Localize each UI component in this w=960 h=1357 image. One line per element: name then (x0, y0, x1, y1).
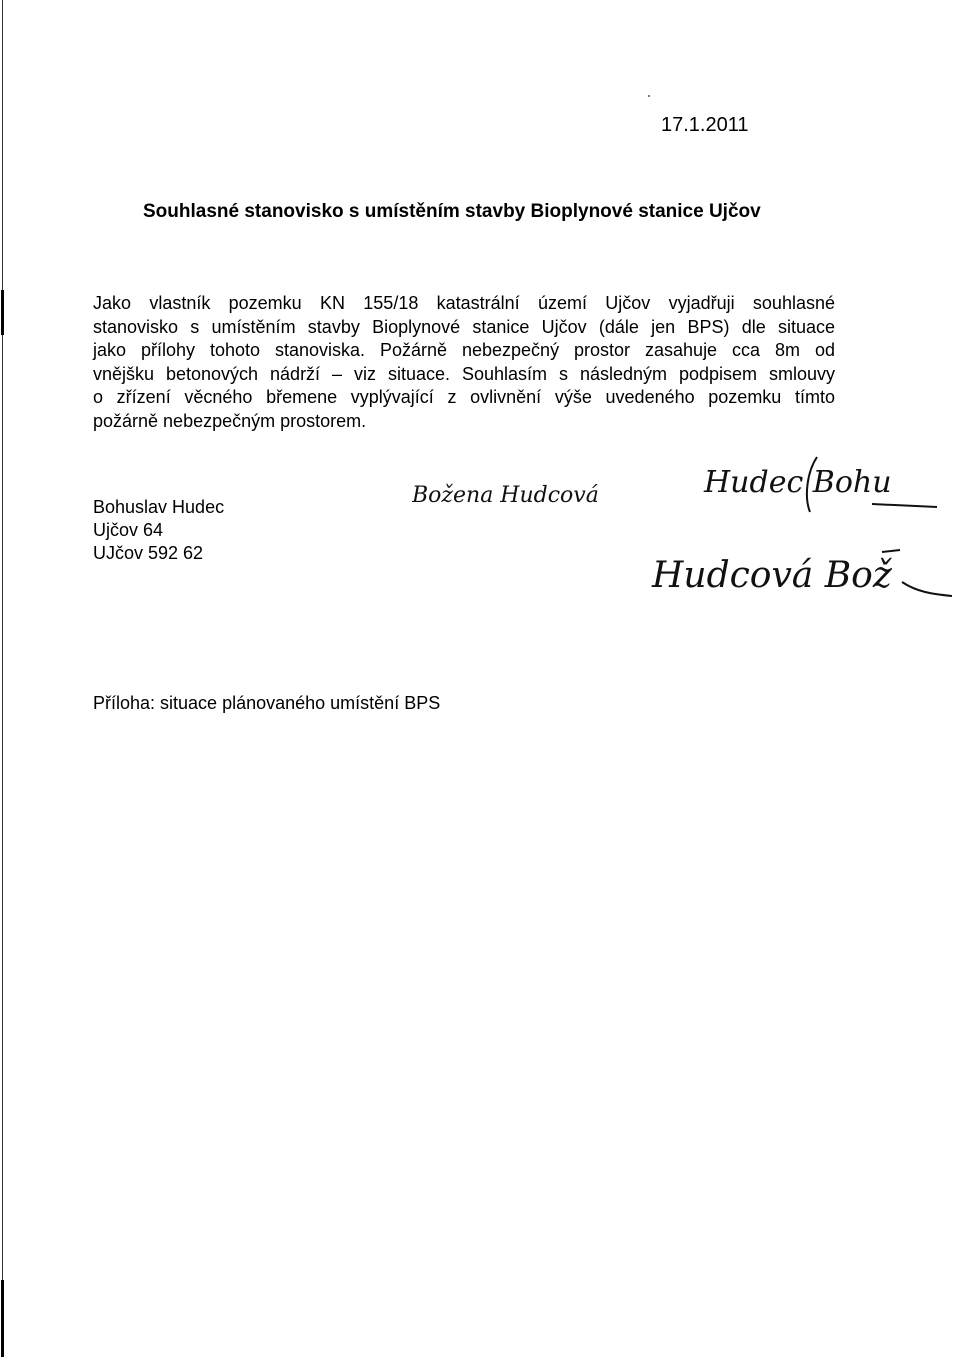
signature-hudec-bohuslav: Hudec Bohu (704, 465, 892, 500)
sender-street: Ujčov 64 (93, 520, 164, 540)
body-paragraph (93, 292, 835, 433)
body-line: Jako vlastník pozemku KN 155/18 katastrální území Ujčov vyjadřuji souhlasné (93, 293, 835, 313)
sender-address (93, 496, 224, 565)
scan-edge-line (1, 290, 4, 335)
document-title: Souhlasné stanovisko s umístěním stavby Bioplynové stanice Ujčov (143, 201, 761, 222)
signature-drawing (412, 452, 952, 622)
scan-edge-line (1, 1280, 4, 1357)
signature-hudcova-bozena: Hudcová Bož (652, 555, 892, 596)
handwritten-signatures (412, 452, 952, 622)
body-line: o zřízení věcného břemene vyplývající z ovlivnění výše uvedeného pozemku tímto (93, 387, 835, 407)
attachment-note: Příloha: situace plánovaného umístění BPS (93, 693, 441, 713)
sender-name: Bohuslav Hudec (93, 497, 225, 517)
document-date: 17.1.2011 (661, 114, 749, 136)
signature-stroke (872, 504, 937, 507)
body-line: jako přílohy tohoto stanoviska. Požárně nebezpečný prostor zasahuje cca 8m od (93, 340, 835, 360)
body-line: stanovisko s umístěním stavby Bioplynové stanice Ujčov (dále jen BPS) dle situace (93, 316, 835, 337)
sender-city: UJčov 592 62 (93, 543, 204, 563)
scan-speck (648, 95, 650, 97)
signature-bozena-hudcova: Božena Hudcová (412, 483, 599, 508)
body-line: vnějšku betonových nádrží – viz situace. Souhlasím s následným podpisem smlouvy (93, 363, 835, 384)
body-line: požárně nebezpečným prostorem. (93, 410, 367, 431)
signature-stroke (902, 582, 952, 596)
scan-edge-line (2, 0, 3, 1357)
signature-stroke (882, 550, 900, 552)
